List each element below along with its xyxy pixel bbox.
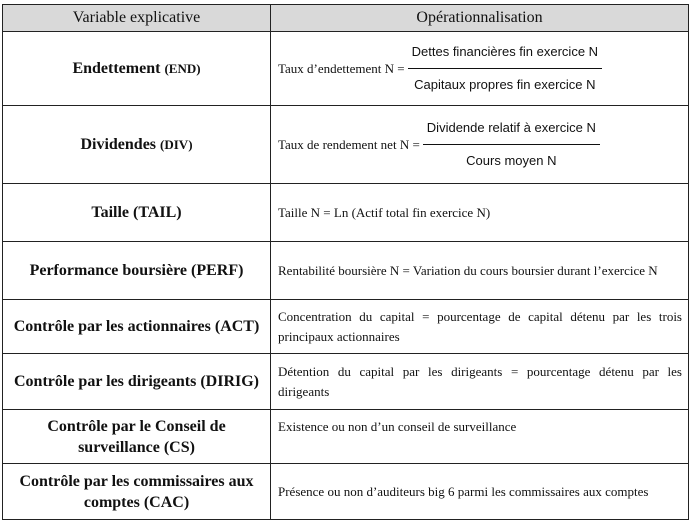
operationalisation-text: Taille N = Ln (Actif total fin exercice N) — [271, 184, 689, 242]
variable-abbreviation: (END) — [164, 61, 201, 76]
variable-cell: Contrôle par le Conseil de surveillance (CS) — [3, 410, 271, 464]
formula — [278, 120, 682, 169]
operationalisation-text: Concentration du capital = pourcentage de capital détenu par les trois principaux actionnaires — [271, 300, 689, 354]
operationalisation-cell — [271, 32, 689, 106]
table-row — [3, 354, 689, 410]
header-operationalisation: Opérationnalisation — [271, 5, 689, 32]
fraction-numerator: Dettes financières fin exercice N — [411, 44, 599, 59]
table-row — [3, 32, 689, 106]
variable-abbreviation: (DIV) — [160, 137, 193, 152]
operationalisation-text: Existence ou non d’un conseil de surveillance — [271, 410, 689, 464]
variable-cell: Contrôle par les dirigeants (DIRIG) — [3, 354, 271, 410]
variable-cell: Contrôle par les commissaires aux comptes (CAC) — [3, 464, 271, 520]
fraction-bar — [423, 144, 600, 145]
formula — [278, 44, 682, 93]
fraction — [423, 120, 600, 169]
table-row — [3, 464, 689, 520]
variable-name: Dividendes — [80, 136, 157, 153]
fraction — [408, 44, 602, 93]
fraction-bar — [408, 68, 602, 69]
operationalisation-cell — [271, 106, 689, 184]
header-variable: Variable explicative — [3, 5, 271, 32]
table-row — [3, 410, 689, 464]
variable-name: Endettement — [72, 60, 161, 77]
variable-cell — [3, 32, 271, 106]
fraction-numerator: Dividende relatif à exercice N — [426, 120, 596, 135]
table-row — [3, 300, 689, 354]
table-row — [3, 184, 689, 242]
table-row — [3, 242, 689, 300]
formula-lhs: Taux d’endettement N = — [278, 60, 405, 76]
table-row — [3, 106, 689, 184]
variable-cell: Taille (TAIL) — [3, 184, 271, 242]
table-header-row — [3, 5, 689, 32]
fraction-denominator: Capitaux propres fin exercice N — [414, 77, 596, 92]
variable-cell: Performance boursière (PERF) — [3, 242, 271, 300]
fraction-denominator: Cours moyen N — [466, 153, 557, 168]
operationalisation-text: Présence ou non d’auditeurs big 6 parmi les commissaires aux comptes — [271, 464, 689, 520]
variable-cell — [3, 106, 271, 184]
operationalisation-table — [2, 4, 689, 520]
formula-lhs: Taux de rendement net N = — [278, 136, 420, 152]
variable-cell: Contrôle par les actionnaires (ACT) — [3, 300, 271, 354]
operationalisation-text: Rentabilité boursière N = Variation du cours boursier durant l’exercice N — [271, 242, 689, 300]
operationalisation-text: Détention du capital par les dirigeants = pourcentage détenu par les dirigeants — [271, 354, 689, 410]
